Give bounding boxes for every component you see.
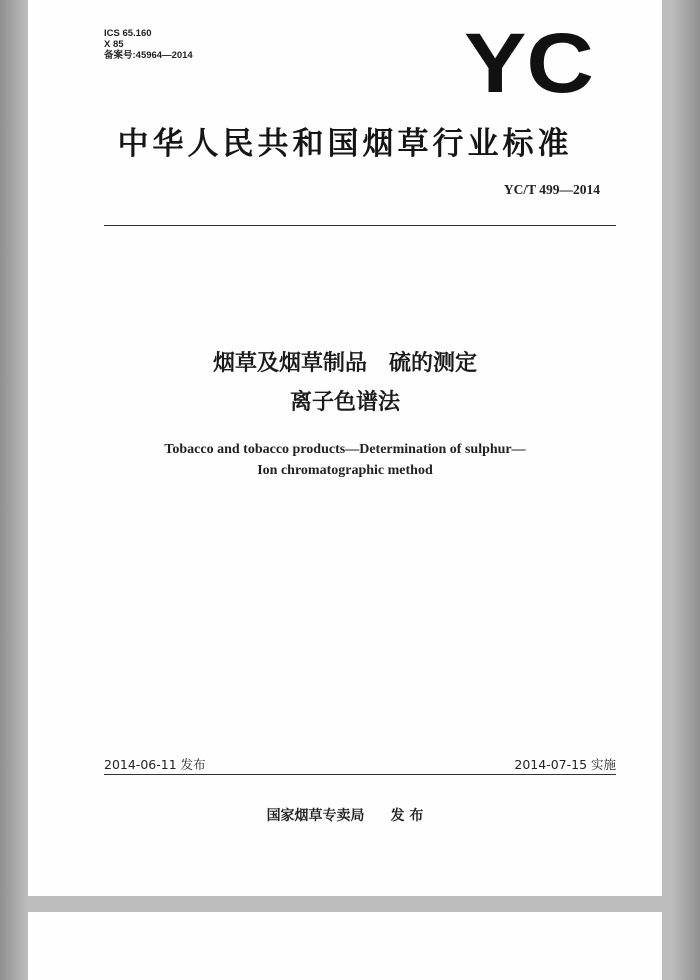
english-title-line-2: Ion chromatographic method: [257, 463, 433, 478]
standard-category-title: 中华人民共和国烟草行业标准: [117, 126, 573, 162]
publisher-line: [28, 805, 662, 825]
header-divider: [104, 225, 616, 226]
next-page: [28, 912, 662, 980]
standard-number: YC/T 499—2014: [503, 182, 600, 197]
publisher-name: 国家烟草专卖局: [266, 808, 365, 824]
english-title-line-1: Tobacco and tobacco products—Determination of sulphur—: [164, 442, 526, 457]
ics-code: ICS 65.160: [104, 28, 152, 39]
class-code: X 85: [104, 39, 124, 50]
classification-block: [104, 28, 193, 61]
publisher-action: 发 布: [390, 808, 424, 824]
implementation-date: 2014-07-15 实施: [514, 757, 616, 772]
chinese-title-line-2: 离子色谱法: [289, 390, 400, 415]
chinese-title-line-1: 烟草及烟草制品 硫的测定: [212, 351, 477, 376]
record-number: 备案号:45964—2014: [104, 50, 193, 61]
footer-divider: [104, 774, 616, 775]
cover-page: [28, 0, 662, 896]
yc-logo: [462, 28, 596, 98]
yc-logo-text: YC: [464, 28, 594, 98]
issue-date: 2014-06-11 发布: [104, 757, 206, 772]
